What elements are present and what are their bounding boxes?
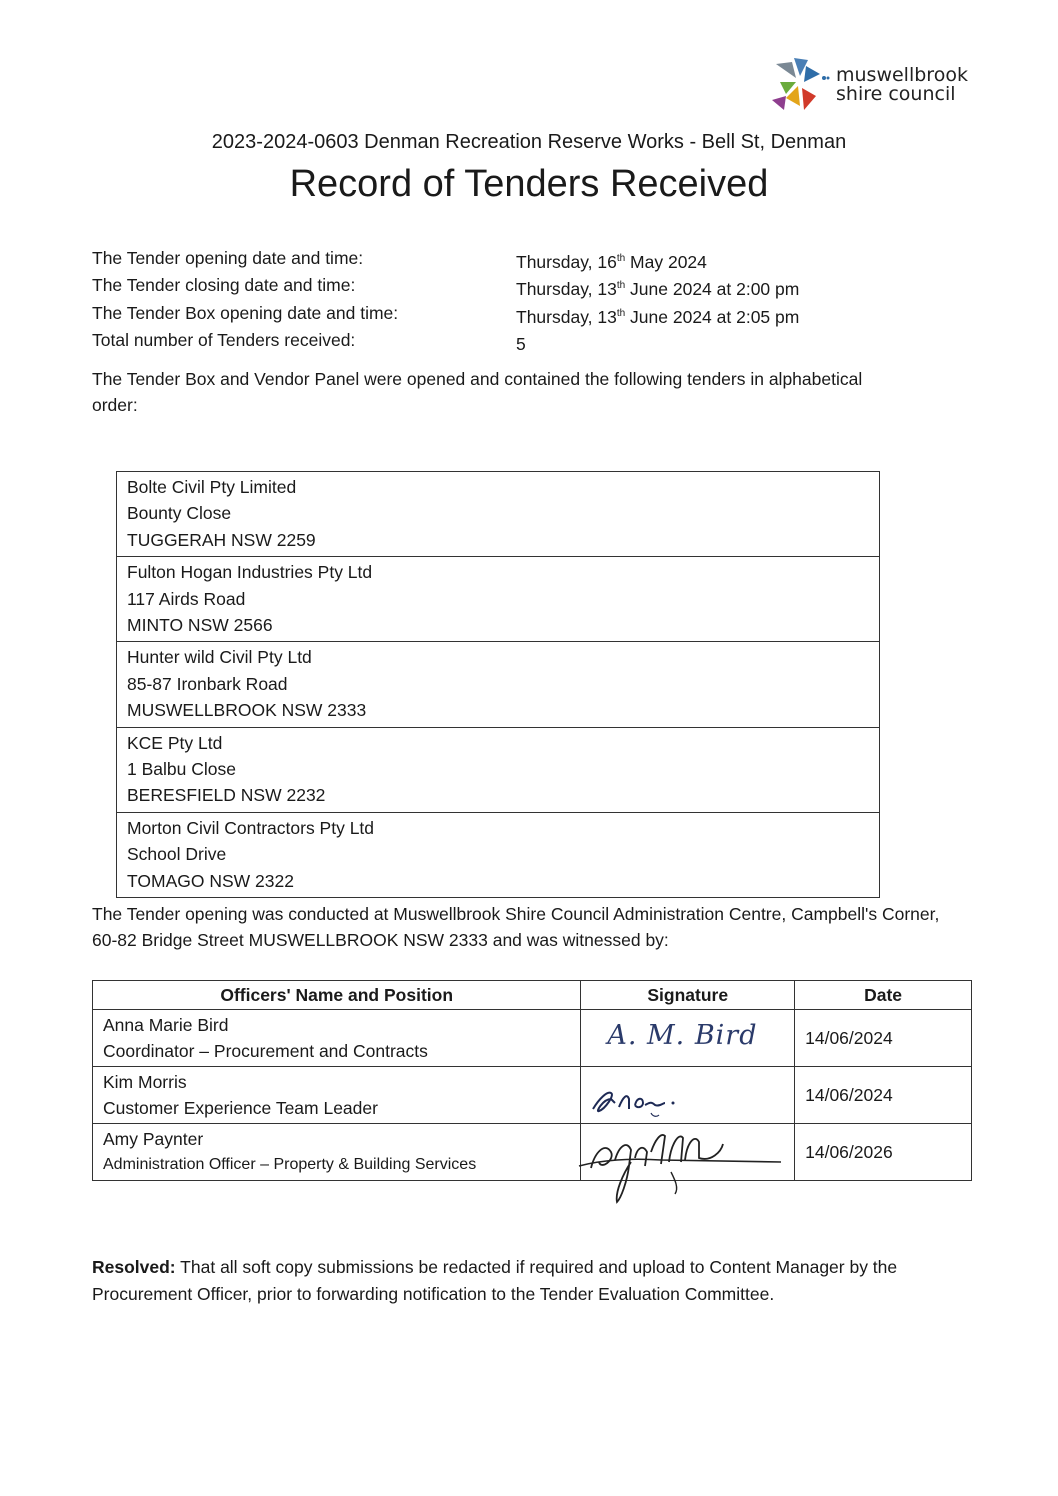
logo-pinwheel-icon — [770, 56, 832, 114]
tenderer-locality: MUSWELLBROOK NSW 2333 — [127, 700, 367, 721]
list-item — [117, 812, 879, 897]
officers-table — [92, 980, 972, 1181]
tenders-list — [116, 471, 880, 898]
detail-row-opening — [92, 247, 799, 274]
officer-name: Kim Morris — [103, 1072, 187, 1092]
detail-label: The Tender closing date and time: — [92, 275, 356, 296]
logo-line-1: muswellbrook — [836, 64, 968, 86]
resolved-text: That all soft copy submissions be redacted if required and upload to Content Manager by the Procurement Officer, prior to forwarding notification to the Tender Evaluation Committee. — [92, 1257, 898, 1304]
officer-cell — [93, 1010, 581, 1067]
table-row — [93, 1067, 972, 1124]
list-item — [117, 556, 879, 641]
document-subtitle: 2023-2024-0603 Denman Recreation Reserve Works - Bell St, Denman — [211, 131, 847, 153]
tenderer-name: Morton Civil Contractors Pty Ltd — [127, 817, 375, 838]
detail-label: The Tender Box opening date and time: — [92, 302, 399, 323]
detail-row-total — [92, 329, 799, 356]
tenderer-locality: TOMAGO NSW 2322 — [127, 870, 294, 891]
list-item — [117, 727, 879, 812]
header-officer: Officers' Name and Position — [93, 981, 581, 1010]
logo-line-2: shire council — [836, 83, 956, 105]
detail-value: Thursday, 13th June 2024 at 2:05 pm — [516, 306, 800, 327]
detail-label: Total number of Tenders received: — [92, 329, 356, 350]
tenderer-name: Fulton Hogan Industries Pty Ltd — [127, 562, 373, 583]
resolved-label: Resolved: — [92, 1257, 176, 1277]
tenderer-locality: BERESFIELD NSW 2232 — [127, 785, 326, 806]
tender-details — [92, 247, 799, 356]
signature-text: A. M. Bird — [607, 1020, 758, 1051]
officer-position: Customer Experience Team Leader — [103, 1098, 378, 1118]
document-title: Record of Tenders Received — [289, 163, 769, 205]
signature-icon — [571, 1122, 791, 1206]
tenderer-name: KCE Pty Ltd — [127, 732, 223, 753]
detail-row-closing — [92, 274, 799, 301]
signature-icon — [585, 1069, 765, 1123]
council-logo — [770, 56, 1000, 114]
detail-row-box-opening — [92, 302, 799, 329]
tenderer-street: 1 Balbu Close — [127, 759, 236, 780]
officer-position: Coordinator – Procurement and Contracts — [103, 1041, 428, 1061]
date-cell: 14/06/2024 — [795, 1010, 972, 1067]
detail-value: 5 — [516, 333, 526, 354]
signature-cell — [581, 1010, 795, 1067]
signature-cell — [581, 1124, 795, 1181]
resolved-paragraph — [92, 1254, 972, 1308]
officer-cell — [93, 1067, 581, 1124]
tenderer-street: 85-87 Ironbark Road — [127, 673, 288, 694]
detail-label: The Tender opening date and time: — [92, 248, 364, 268]
tenderer-name: Hunter wild Civil Pty Ltd — [127, 647, 312, 668]
officer-name: Anna Marie Bird — [103, 1015, 229, 1035]
signature-cell — [581, 1067, 795, 1124]
table-row — [93, 1010, 972, 1067]
list-item — [117, 472, 879, 556]
officer-position: Administration Officer – Property & Building Services — [103, 1156, 477, 1173]
date-cell: 14/06/2026 — [795, 1124, 972, 1181]
detail-value: Thursday, 16th May 2024 — [516, 251, 707, 272]
logo-text — [836, 66, 968, 104]
tenderer-locality: MINTO NSW 2566 — [127, 615, 273, 636]
tenderer-street: School Drive — [127, 844, 227, 865]
header-signature: Signature — [581, 981, 795, 1010]
tenderer-locality: TUGGERAH NSW 2259 — [127, 529, 316, 550]
tenderer-street: 117 Airds Road — [127, 588, 246, 609]
date-cell: 14/06/2024 — [795, 1067, 972, 1124]
witness-paragraph: The Tender opening was conducted at Muswellbrook Shire Council Administration Centre, Campbell's Corner, 60-82 Bridge Street MUSWELLBROOK NSW 2333 and was witnessed by: — [92, 904, 940, 950]
detail-value: Thursday, 13th June 2024 at 2:00 pm — [516, 279, 800, 300]
list-item — [117, 641, 879, 726]
table-header-row — [93, 981, 972, 1010]
officer-name: Amy Paynter — [103, 1129, 204, 1149]
tenderer-name: Bolte Civil Pty Limited — [127, 477, 297, 497]
table-row — [93, 1124, 972, 1181]
intro-paragraph: The Tender Box and Vendor Panel were opened and contained the following tenders in alphabetical order: — [92, 369, 863, 415]
officer-cell — [93, 1124, 581, 1181]
header-date: Date — [795, 981, 972, 1010]
tenderer-street: Bounty Close — [127, 503, 232, 524]
